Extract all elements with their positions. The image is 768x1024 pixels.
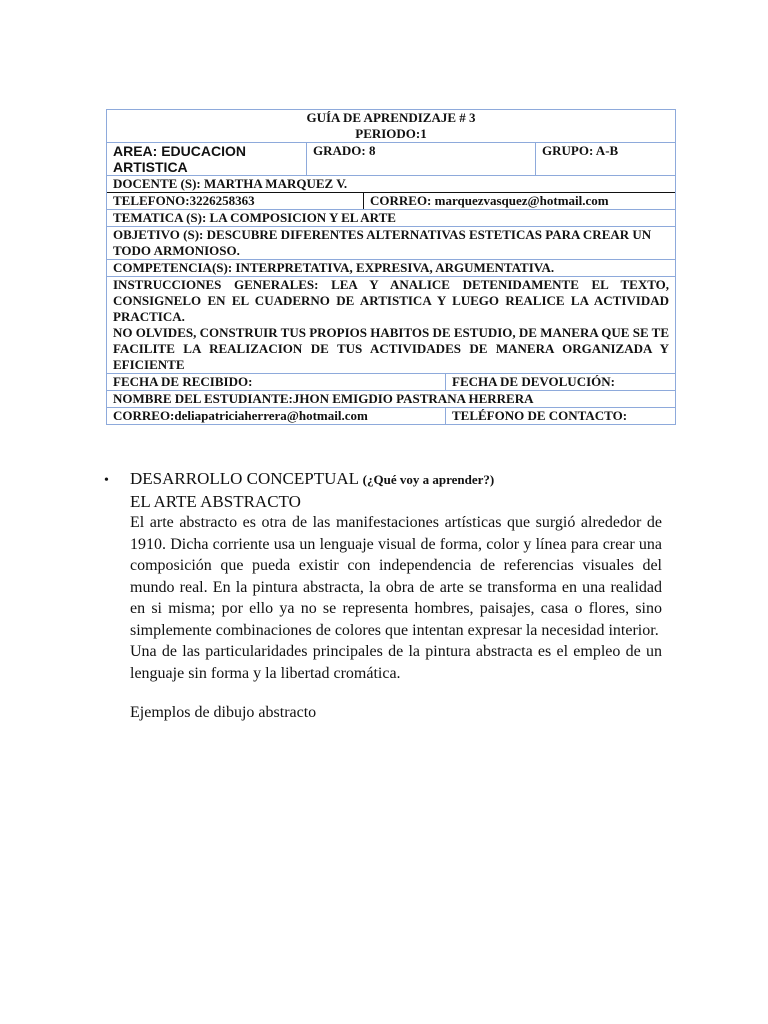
student-name-cell: NOMBRE DEL ESTUDIANTE:JHON EMIGDIO PASTRANA HERRERA	[107, 391, 676, 408]
paragraph-2: Una de las particularidades principales de la pintura abstracta es el empleo de un lenguaje sin forma y la libertad cromática.	[130, 643, 662, 682]
instructions-cell	[107, 277, 676, 374]
competence-cell: COMPETENCIA(S): INTERPRETATIVA, EXPRESIVA, ARGUMENTATIVA.	[107, 260, 676, 277]
section-subtitle: (¿Qué voy a aprender?)	[362, 472, 495, 487]
contact-phone-cell: TELÉFONO DE CONTACTO:	[446, 408, 676, 425]
instructions-row	[107, 277, 676, 374]
teacher-cell	[107, 176, 676, 210]
dates-row	[107, 374, 676, 391]
teacher-text: DOCENTE (S): MARTHA MARQUEZ V.	[113, 176, 348, 191]
teacher-phone: TELEFONO:3226258363	[113, 193, 255, 208]
teacher-email: CORREO: marquezvasquez@hotmail.com	[363, 193, 609, 209]
return-date-cell: FECHA DE DEVOLUCIÓN:	[446, 374, 676, 391]
conceptual-development	[130, 468, 662, 724]
guide-period: PERIODO:1	[355, 126, 427, 141]
contact-row	[107, 408, 676, 425]
guide-title: GUÍA DE APRENDIZAJE # 3	[306, 110, 476, 125]
competence-row	[107, 260, 676, 277]
grade-cell: GRADO: 8	[307, 143, 536, 176]
area-cell: AREA: EDUCACION ARTISTICA	[107, 143, 307, 176]
instructions-text: INSTRUCCIONES GENERALES: LEA Y ANALICE DETENIDAMENTE EL TEXTO, CONSIGNELO EN EL CUADERNO DE ARTISTICA Y LUEGO REALICE LA ACTIVIDAD PRACTICA.	[113, 277, 669, 324]
topic-title: EL ARTE ABSTRACTO	[130, 491, 301, 511]
theme-row	[107, 210, 676, 227]
theme-cell: TEMATICA (S): LA COMPOSICION Y EL ARTE	[107, 210, 676, 227]
guide-header-table	[106, 109, 676, 425]
title-row	[107, 110, 676, 143]
section-title: DESARROLLO CONCEPTUAL	[130, 469, 363, 488]
bullet-icon: •	[104, 473, 109, 488]
area-row	[107, 143, 676, 176]
section-heading	[130, 468, 662, 491]
student-email-cell: CORREO:deliapatriciaherrera@hotmail.com	[107, 408, 446, 425]
objective-cell: OBJETIVO (S): DESCUBRE DIFERENTES ALTERNATIVAS ESTETICAS PARA CREAR UN TODO ARMONIOSO.	[107, 227, 676, 260]
reminder-text: NO OLVIDES, CONSTRUIR TUS PROPIOS HABITOS DE ESTUDIO, DE MANERA QUE SE TE FACILITE LA REALIZACION DE TUS ACTIVIDADES DE MANERA ORGANIZADA Y EFICIENTE	[113, 325, 669, 372]
student-row	[107, 391, 676, 408]
title-cell	[107, 110, 676, 143]
received-date-cell: FECHA DE RECIBIDO:	[107, 374, 446, 391]
objective-row	[107, 227, 676, 260]
phone-email-line	[107, 192, 675, 209]
teacher-row	[107, 176, 676, 210]
examples-label: Ejemplos de dibujo abstracto	[130, 704, 317, 721]
group-cell: GRUPO: A-B	[536, 143, 676, 176]
paragraph-1: El arte abstracto es otra de las manifestaciones artísticas que surgió alrededor de 1910. Dicha corriente usa un lenguaje visual de forma, color y línea para crear una composición que pueda existir con independencia de referencias visuales del mundo real. En la pintura abstracta, la obra de arte se transforma en una realidad en si misma; por ello ya no se representa hombres, paisajes, casa o flores, sino simplemente combinaciones de colores que intentan expresar la necesidad interior.	[130, 514, 662, 639]
